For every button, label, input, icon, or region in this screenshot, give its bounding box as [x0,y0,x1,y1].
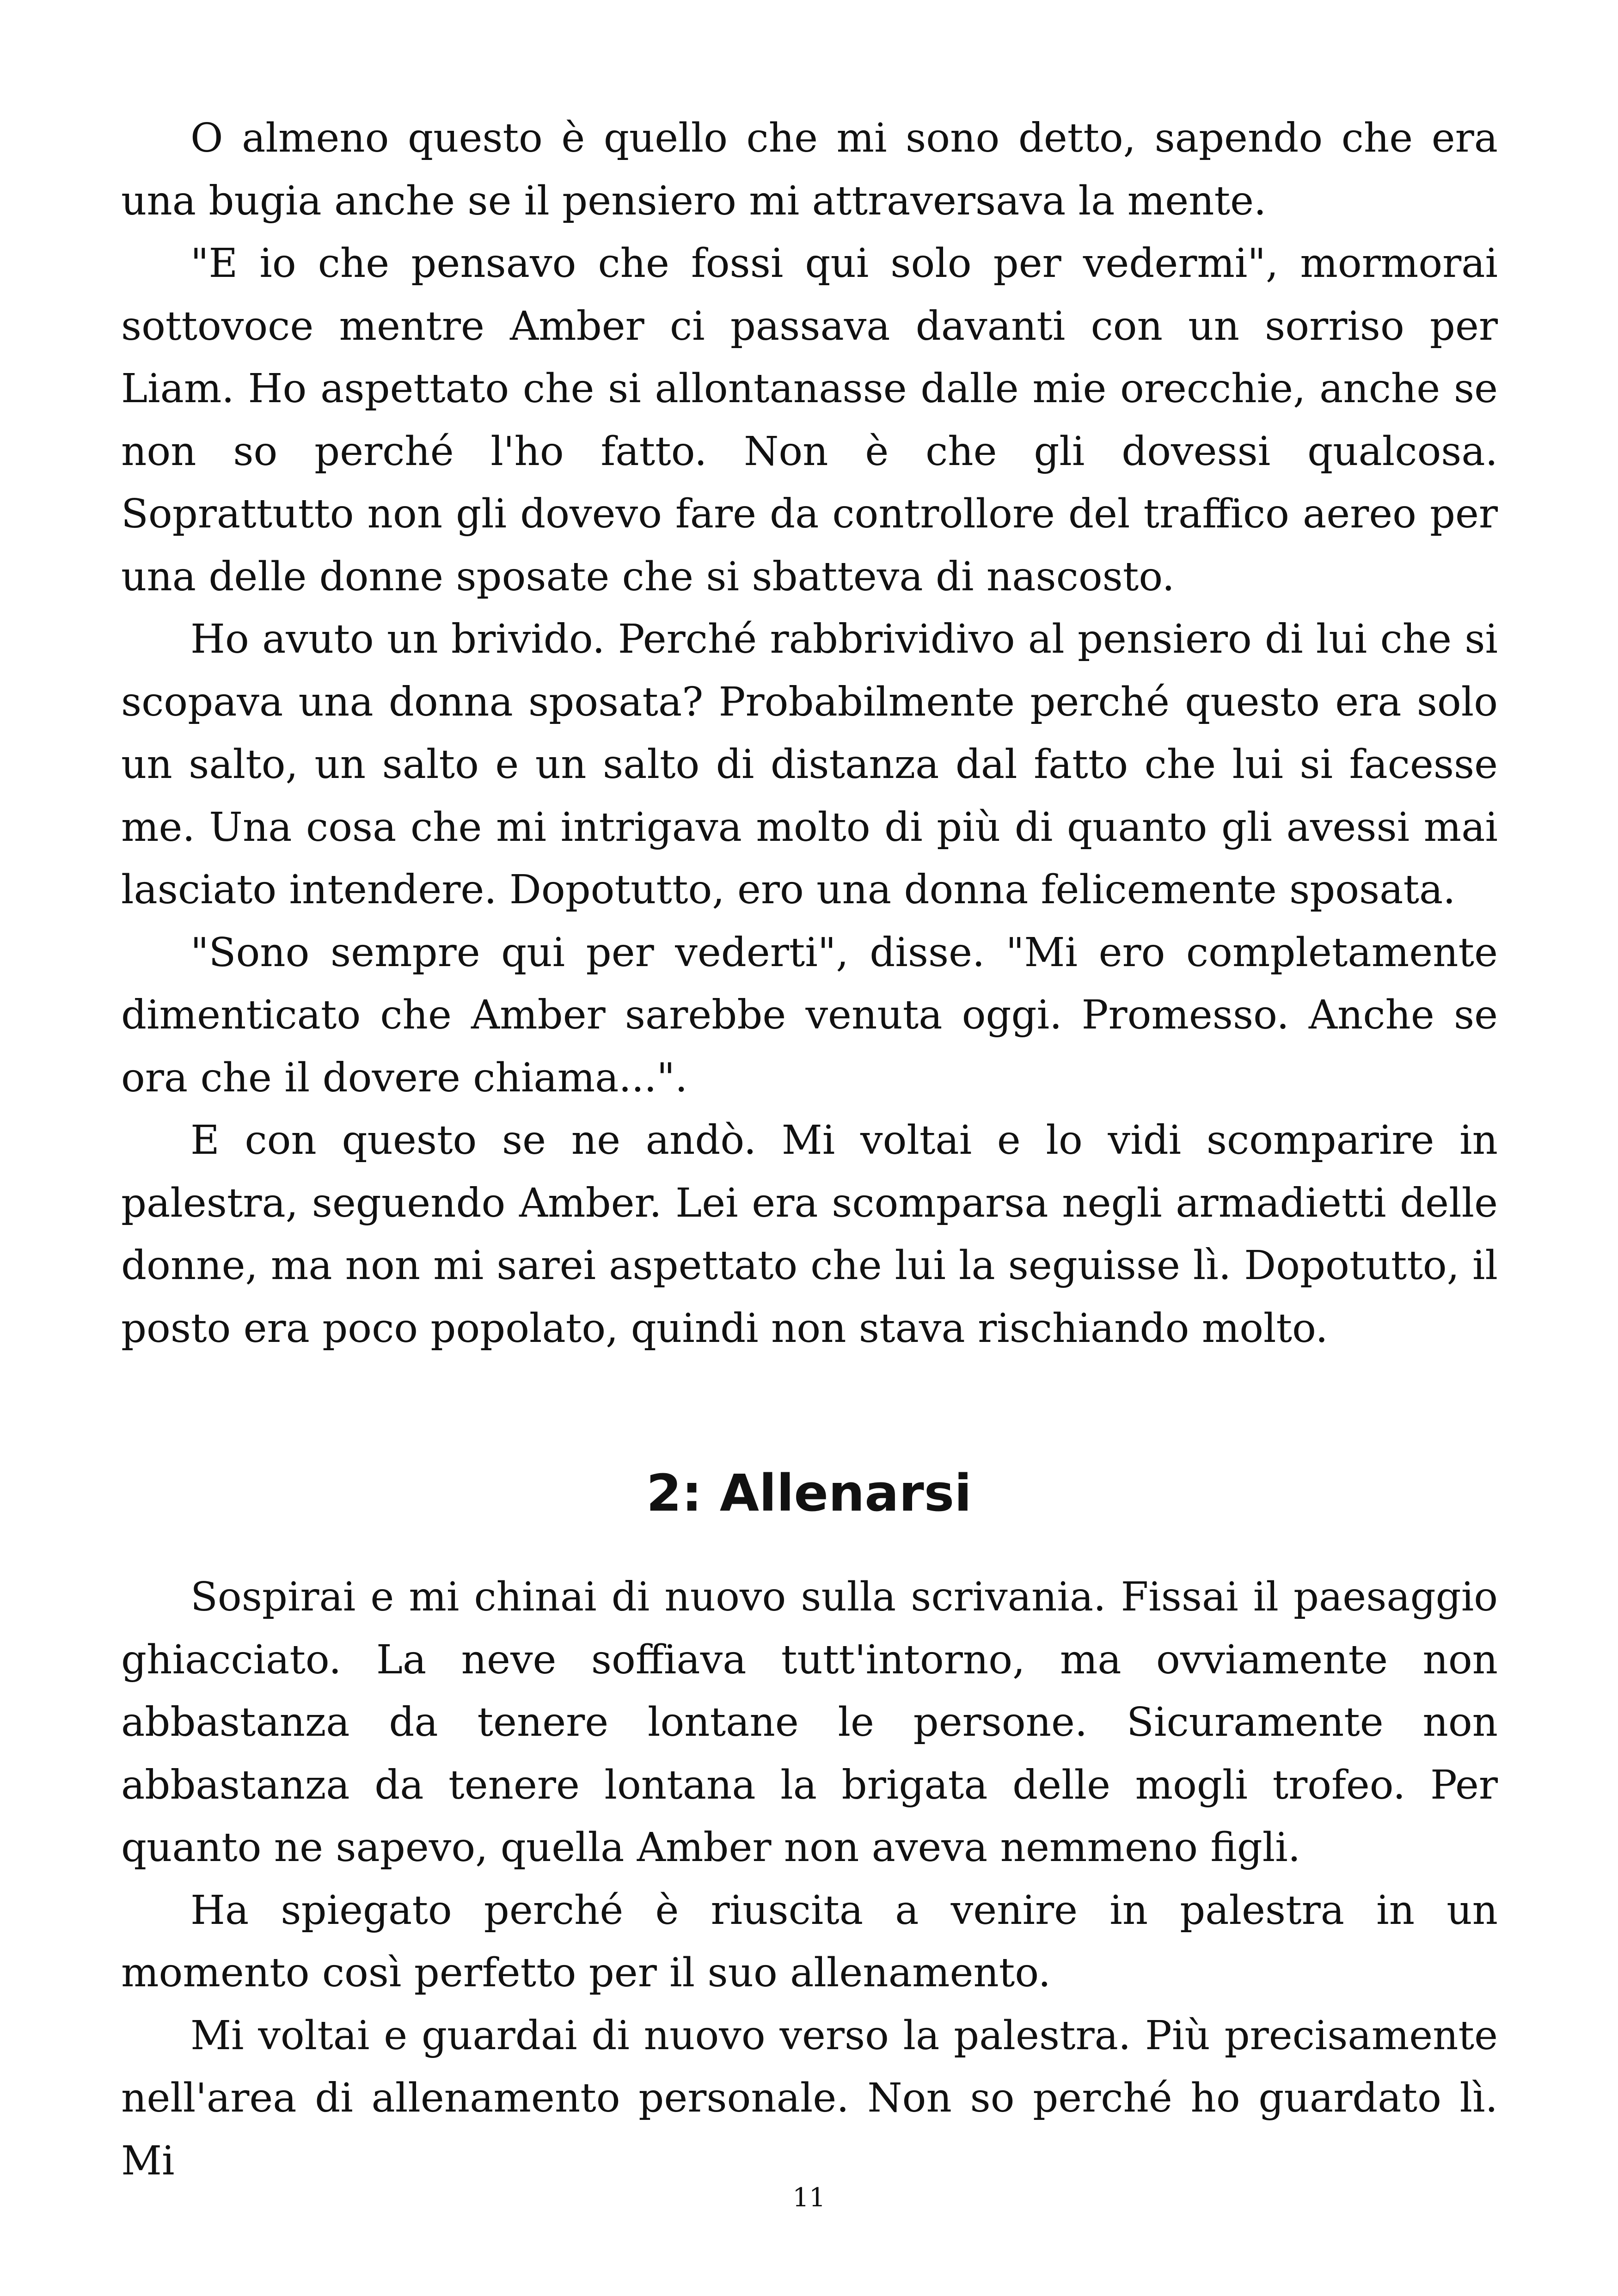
paragraph: Mi voltai e guardai di nuovo verso la palestra. Più precisamente nell'area di allenamento personale. Non so perché ho guardato lì. Mi [121,2012,1498,2184]
paragraph: "E io che pensavo che fossi qui solo per vedermi", mormorai sottovoce mentre Amber ci passava davanti con un sorriso per Liam. Ho aspettato che si allontanasse dalle mie orecchie, anche se non so perché l'ho fatto. Non è che gli dovessi qualcosa. Soprattutto non gli dovevo fare da controllore del traffico aereo per una delle donne sposate che si sbatteva di nascosto. [121,240,1498,600]
page-number: 11 [792,2183,826,2213]
paragraph: Ho avuto un brivido. Perché rabbrividivo al pensiero di lui che si scopava una donna sposata? Probabilmente perché questo era solo un salto, un salto e un salto di distanza dal fatto che lui si facesse me. Una cosa che mi intrigava molto di più di quanto gli avessi mai lasciato intendere. Dopotutto, ero una donna felicemente sposata. [121,616,1498,913]
text-section-before-chapter [121,107,1498,1360]
paragraph: Ha spiegato perché è riuscita a venire in palestra in un momento così perfetto per il suo allenamento. [121,1887,1498,1996]
paragraph: "Sono sempre qui per vederti", disse. "Mi ero completamente dimenticato che Amber sarebbe venuta oggi. Promesso. Anche se ora che il dovere chiama...". [121,929,1498,1101]
paragraph: Sospirai e mi chinai di nuovo sulla scrivania. Fissai il paesaggio ghiacciato. La neve soffiava tutt'intorno, ma ovviamente non abbastanza da tenere lontane le persone. Sicuramente non abbastanza da tenere lontana la brigata delle mogli trofeo. Per quanto ne sapevo, quella Amber non aveva nemmeno figli. [121,1574,1498,1871]
chapter-title: 2: Allenarsi [646,1463,972,1523]
text-section-chapter-body [121,1566,1498,2192]
paragraph: O almeno questo è quello che mi sono detto, sapendo che era una bugia anche se il pensiero mi attraversava la mente. [121,115,1498,224]
paragraph: E con questo se ne andò. Mi voltai e lo vidi scomparire in palestra, seguendo Amber. Lei era scomparsa negli armadietti delle donne, ma non mi sarei aspettato che lui la seguisse lì. Dopotutto, il posto era poco popolato, quindi non stava rischiando molto. [121,1117,1498,1352]
